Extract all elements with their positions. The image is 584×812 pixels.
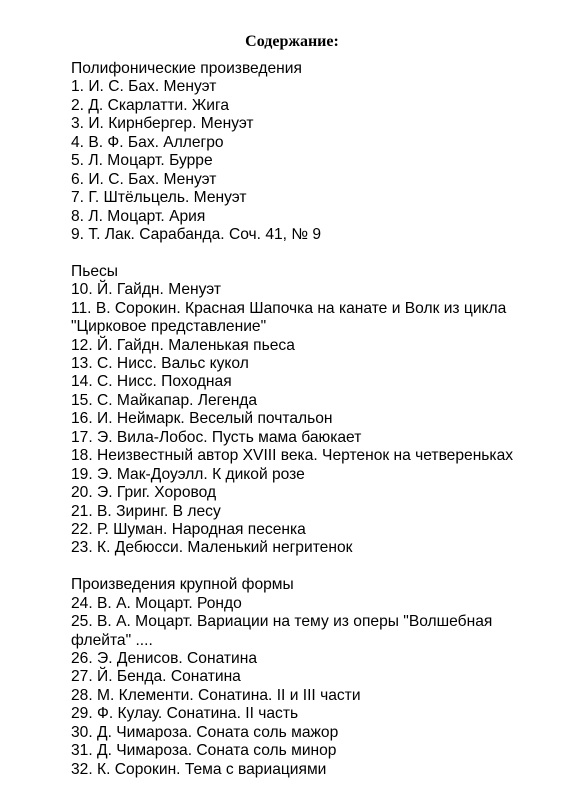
contents-item-continuation: "Цирковое представление"	[71, 318, 267, 336]
contents-item: 19. Э. Мак-Доуэлл. К дикой розе	[71, 465, 305, 483]
contents-item: 13. С. Нисс. Вальс кукол	[71, 355, 249, 372]
contents-item: 28. М. Клементи. Сонатина. II и III части	[71, 686, 361, 704]
contents-item: 2. Д. Скарлатти. Жига	[71, 96, 230, 114]
contents-item: 23. К. Дебюсси. Маленький негритенок	[71, 539, 353, 557]
contents-item: 24. В. А. Моцарт. Рондо	[71, 594, 242, 612]
contents-item: 31. Д. Чимароза. Соната соль минор	[71, 742, 337, 760]
contents-item: 11. В. Сорокин. Красная Шапочка на канате и Волк из цикла	[71, 299, 507, 317]
section-spacer	[71, 558, 576, 576]
contents-item: 21. В. Зиринг. В лесу	[71, 502, 221, 520]
contents-item: 10. Й. Гайдн. Менуэт	[71, 281, 222, 299]
contents-item: 3. И. Кирнбергер. Менуэт	[71, 115, 254, 133]
contents-item: 6. И. С. Бах. Менуэт	[71, 170, 217, 188]
contents-item: 27. Й. Бенда. Сонатина	[71, 668, 241, 686]
contents-item: 22. Р. Шуман. Народная песенка	[71, 520, 306, 538]
contents-item: 7. Г. Штёльцель. Менуэт	[71, 189, 247, 207]
section-heading: Произведения крупной формы	[71, 576, 294, 594]
contents-item: 18. Неизвестный автор XVIII века. Чертенок на четвереньках	[71, 447, 514, 465]
contents-item: 30. Д. Чимароза. Соната соль мажор	[71, 723, 339, 741]
section-heading: Полифонические произведения	[71, 60, 302, 77]
contents-item: 16. И. Неймарк. Веселый почтальон	[71, 410, 333, 428]
document-title: Содержание:	[245, 33, 339, 50]
contents-item: 1. И. С. Бах. Менуэт	[71, 78, 217, 96]
contents-item: 8. Л. Моцарт. Ария	[71, 207, 206, 225]
contents-item: 4. В. Ф. Бах. Аллегро	[71, 133, 224, 151]
section-spacer	[71, 244, 576, 262]
table-of-contents	[71, 60, 576, 779]
contents-item: 20. Э. Григ. Хоровод	[71, 484, 217, 502]
section-heading: Пьесы	[71, 262, 119, 280]
contents-item: 9. Т. Лак. Сарабанда. Соч. 41, № 9	[71, 225, 322, 243]
contents-item: 32. К. Сорокин. Тема с вариациями	[71, 760, 327, 778]
contents-item: 14. С. Нисс. Походная	[71, 373, 232, 391]
contents-item-continuation: флейта" ....	[71, 631, 153, 649]
contents-item: 5. Л. Моцарт. Бурре	[71, 152, 213, 170]
contents-item: 29. Ф. Кулау. Сонатина. II часть	[71, 705, 299, 723]
contents-item: 25. В. А. Моцарт. Вариации на тему из оперы "Волшебная	[71, 613, 493, 631]
contents-item: 15. С. Майкапар. Легенда	[71, 391, 258, 409]
contents-item: 12. Й. Гайдн. Маленькая пьеса	[71, 336, 295, 354]
contents-item: 26. Э. Денисов. Сонатина	[71, 650, 258, 667]
contents-item: 17. Э. Вила-Лобос. Пусть мама баюкает	[71, 428, 362, 446]
